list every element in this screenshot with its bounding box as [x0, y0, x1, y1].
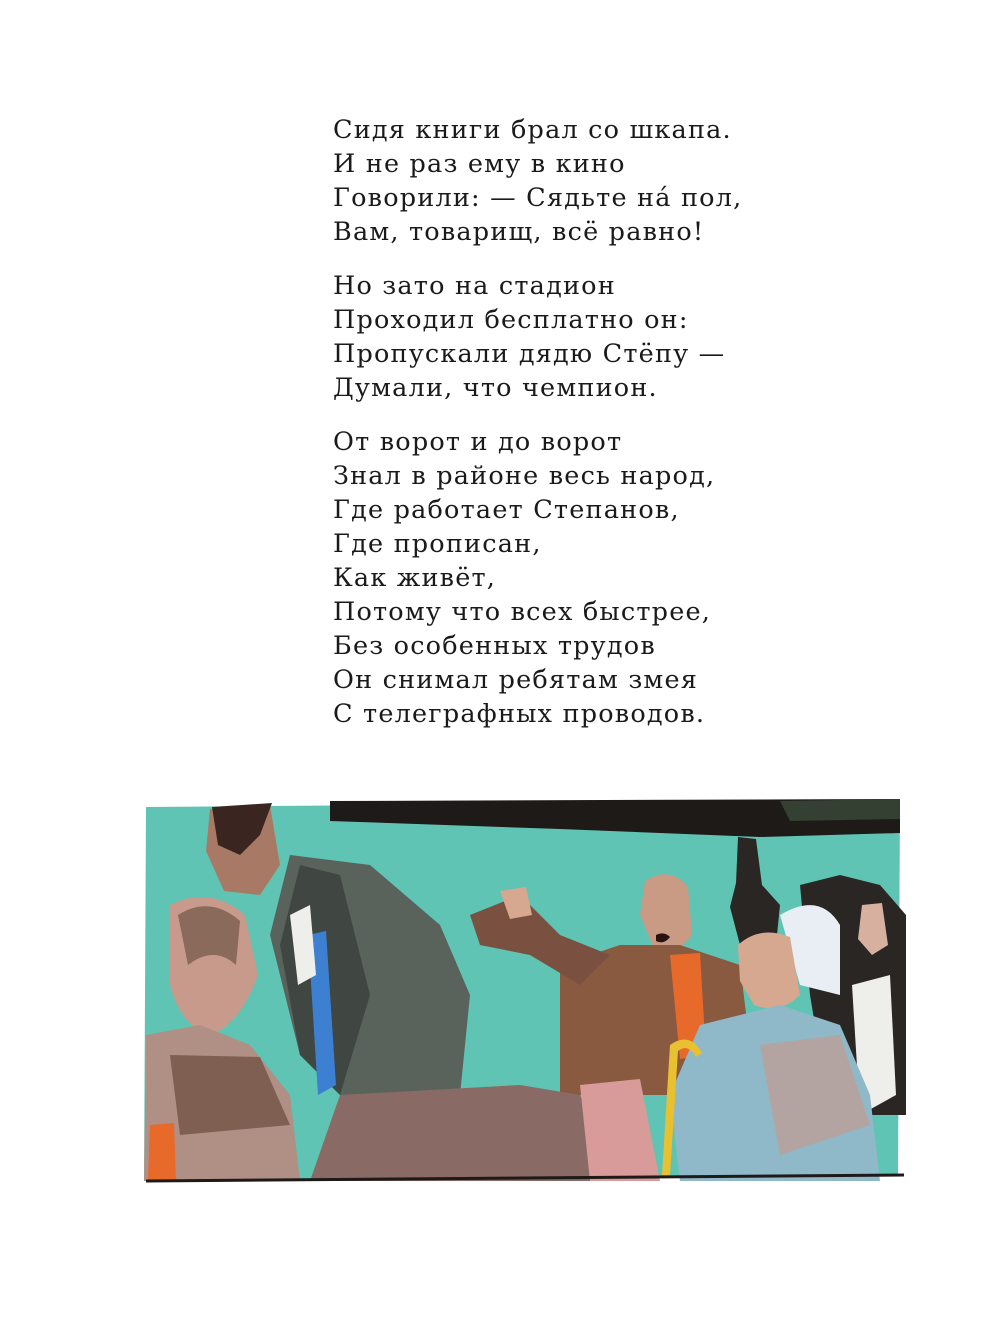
stanza-2: [333, 269, 853, 405]
poem-line: Знал в районе весь народ,: [333, 461, 716, 491]
poem-line: Вам, товарищ, всё равно!: [333, 217, 705, 247]
poem-line: От ворот и до ворот: [333, 427, 623, 457]
crowd-illustration-art: [140, 795, 910, 1190]
poem-line: Где работает Степанов,: [333, 495, 680, 525]
poem-line: Как живёт,: [333, 563, 497, 593]
poem-line: Где прописан,: [333, 529, 542, 559]
poem-line: Потому что всех быстрее,: [333, 597, 712, 627]
crowd-illustration: [140, 795, 910, 1190]
poem-line: Говорили: — Сядьте на́ пол,: [333, 183, 743, 213]
poem-line: И не раз ему в кино: [333, 149, 626, 179]
poem-line: Без особенных трудов: [333, 631, 656, 661]
stanza-1: [333, 113, 853, 249]
poem-line: С телеграфных проводов.: [333, 699, 706, 729]
poem-line: Он снимал ребятам змея: [333, 665, 699, 695]
poem-line: Думали, что чемпион.: [333, 373, 658, 403]
mid-crowd: [310, 1085, 620, 1181]
poem: [333, 113, 853, 751]
poem-line: Пропускали дядю Стёпу —: [333, 339, 726, 369]
poem-line: Проходил бесплатно он:: [333, 305, 689, 335]
stanza-3: [333, 425, 853, 731]
poem-line: Сидя книги брал со шкапа.: [333, 115, 732, 145]
orange-patch: [148, 1123, 176, 1181]
poem-line: Но зато на стадион: [333, 271, 616, 301]
ceiling-streak: [780, 799, 900, 821]
